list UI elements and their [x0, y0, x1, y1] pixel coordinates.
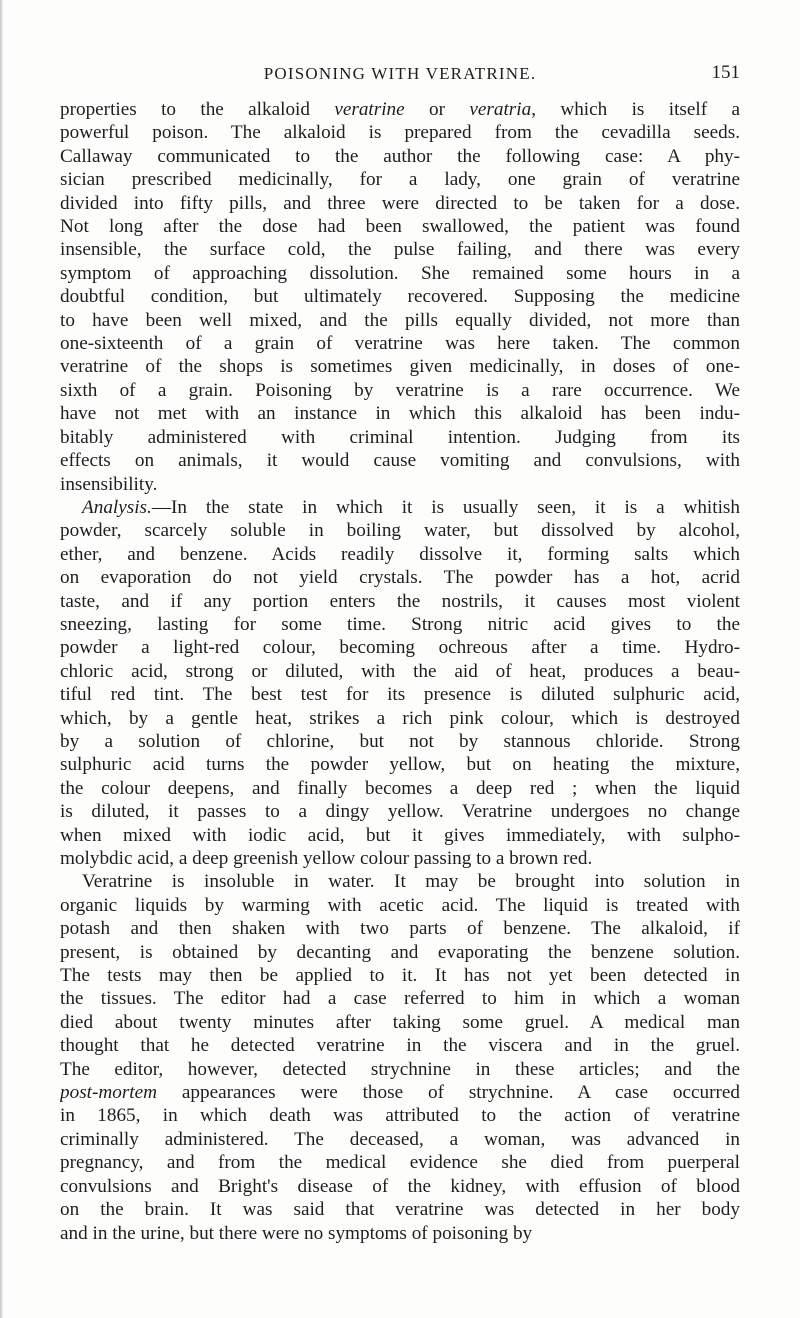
text-line: criminally administered. The deceased, a woman, was advanced in: [60, 1128, 740, 1150]
text-line: symptom of approaching dissolution. She remained some hours in a: [60, 262, 740, 284]
text-line: bitably administered with criminal intention. Judging from its: [60, 426, 740, 448]
text-line: died about twenty minutes after taking some gruel. A medical man: [60, 1011, 740, 1033]
text-line: to have been well mixed, and the pills equally divided, not more than: [60, 309, 740, 331]
running-title: POISONING WITH VERATRINE.: [263, 64, 537, 83]
text-line: pregnancy, and from the medical evidence she died from puerperal: [60, 1152, 740, 1174]
text-line: post-mortem appearances were those of strychnine. A case occurred: [60, 1082, 740, 1104]
text-line: the tissues. The editor had a case referred to him in which a woman: [60, 988, 740, 1010]
text-line: The editor, however, detected strychnine in these articles; and the: [60, 1058, 740, 1080]
text-line: convulsions and Bright's disease of the kidney, with effusion of blood: [60, 1175, 740, 1197]
text-line: potash and then shaken with two parts of benzene. The alkaloid, if: [60, 918, 740, 940]
text-line: tiful red tint. The best test for its presence is diluted sulphuric acid,: [60, 684, 740, 706]
text-line: ether, and benzene. Acids readily dissolve it, forming salts which: [60, 543, 740, 565]
text-line: Not long after the dose had been swallowed, the patient was found: [60, 216, 740, 238]
paragraph-3: [60, 870, 740, 1245]
text-line: sulphuric acid turns the powder yellow, but on heating the mixture,: [60, 754, 740, 776]
text-line: Veratrine is insoluble in water. It may be brought into solution in: [82, 871, 740, 893]
text-line: is diluted, it passes to a dingy yellow. Veratrine undergoes no change: [60, 801, 740, 823]
text-line: divided into fifty pills, and three were directed to be taken for a dose.: [60, 192, 740, 214]
text-line: on the brain. It was said that veratrine was detected in her body: [60, 1199, 740, 1221]
text-line: the colour deepens, and finally becomes a deep red ; when the liquid: [60, 777, 740, 799]
text-line: sician prescribed medicinally, for a lady, one grain of veratrine: [60, 169, 740, 191]
running-header: [60, 62, 740, 90]
text-line: and in the urine, but there were no symptoms of poisoning by: [60, 1222, 533, 1244]
text-line: doubtful condition, but ultimately recovered. Supposing the medicine: [60, 286, 740, 308]
text-line: sixth of a grain. Poisoning by veratrine is a rare occurrence. We: [60, 379, 740, 401]
text-line: Analysis.—In the state in which it is usually seen, it is a whitish: [82, 496, 740, 518]
text-line: powder a light-red colour, becoming ochreous after a time. Hydro-: [60, 637, 740, 659]
paragraph-1: [60, 98, 740, 496]
text-line: which, by a gentle heat, strikes a rich pink colour, which is destroyed: [60, 707, 740, 729]
body-text: [60, 98, 740, 1245]
text-line: by a solution of chlorine, but not by stannous chloride. Strong: [60, 730, 740, 752]
text-line: have not met with an instance in which this alkaloid has been indu-: [60, 403, 740, 425]
text-line: effects on animals, it would cause vomiting and convulsions, with: [60, 450, 740, 472]
text-line: chloric acid, strong or diluted, with the aid of heat, produces a beau-: [60, 660, 740, 682]
text-line: insensible, the surface cold, the pulse failing, and there was every: [60, 239, 740, 261]
text-line: properties to the alkaloid veratrine or veratria, which is itself a: [60, 99, 740, 120]
text-line: The tests may then be applied to it. It has not yet been detected in: [60, 965, 740, 987]
text-line: powerful poison. The alkaloid is prepared from the cevadilla seeds.: [60, 122, 740, 144]
text-line: veratrine of the shops is sometimes given medicinally, in doses of one-: [60, 356, 740, 378]
text-line: one-sixteenth of a grain of veratrine was here taken. The common: [60, 333, 740, 355]
page-number: 151: [711, 62, 740, 83]
text-line: organic liquids by warming with acetic acid. The liquid is treated with: [60, 894, 740, 916]
paragraph-2: [60, 496, 740, 871]
text-line: taste, and if any portion enters the nostrils, it causes most violent: [60, 590, 740, 612]
text-line: present, is obtained by decanting and evaporating the benzene solution.: [60, 941, 740, 963]
text-line: insensibility.: [60, 473, 158, 495]
text-line: powder, scarcely soluble in boiling water, but dissolved by alcohol,: [60, 520, 740, 542]
page-gutter-shadow: [0, 0, 3, 1318]
text-line: sneezing, lasting for some time. Strong nitric acid gives to the: [60, 613, 740, 635]
text-line: when mixed with iodic acid, but it gives immediately, with sulpho-: [60, 824, 740, 846]
text-line: Callaway communicated to the author the following case: A phy-: [60, 145, 740, 167]
text-line: on evaporation do not yield crystals. The powder has a hot, acrid: [60, 567, 740, 589]
text-line: thought that he detected veratrine in the viscera and in the gruel.: [60, 1035, 740, 1057]
text-line: in 1865, in which death was attributed to the action of veratrine: [60, 1105, 740, 1127]
text-line: molybdic acid, a deep greenish yellow colour passing to a brown red.: [60, 848, 593, 869]
